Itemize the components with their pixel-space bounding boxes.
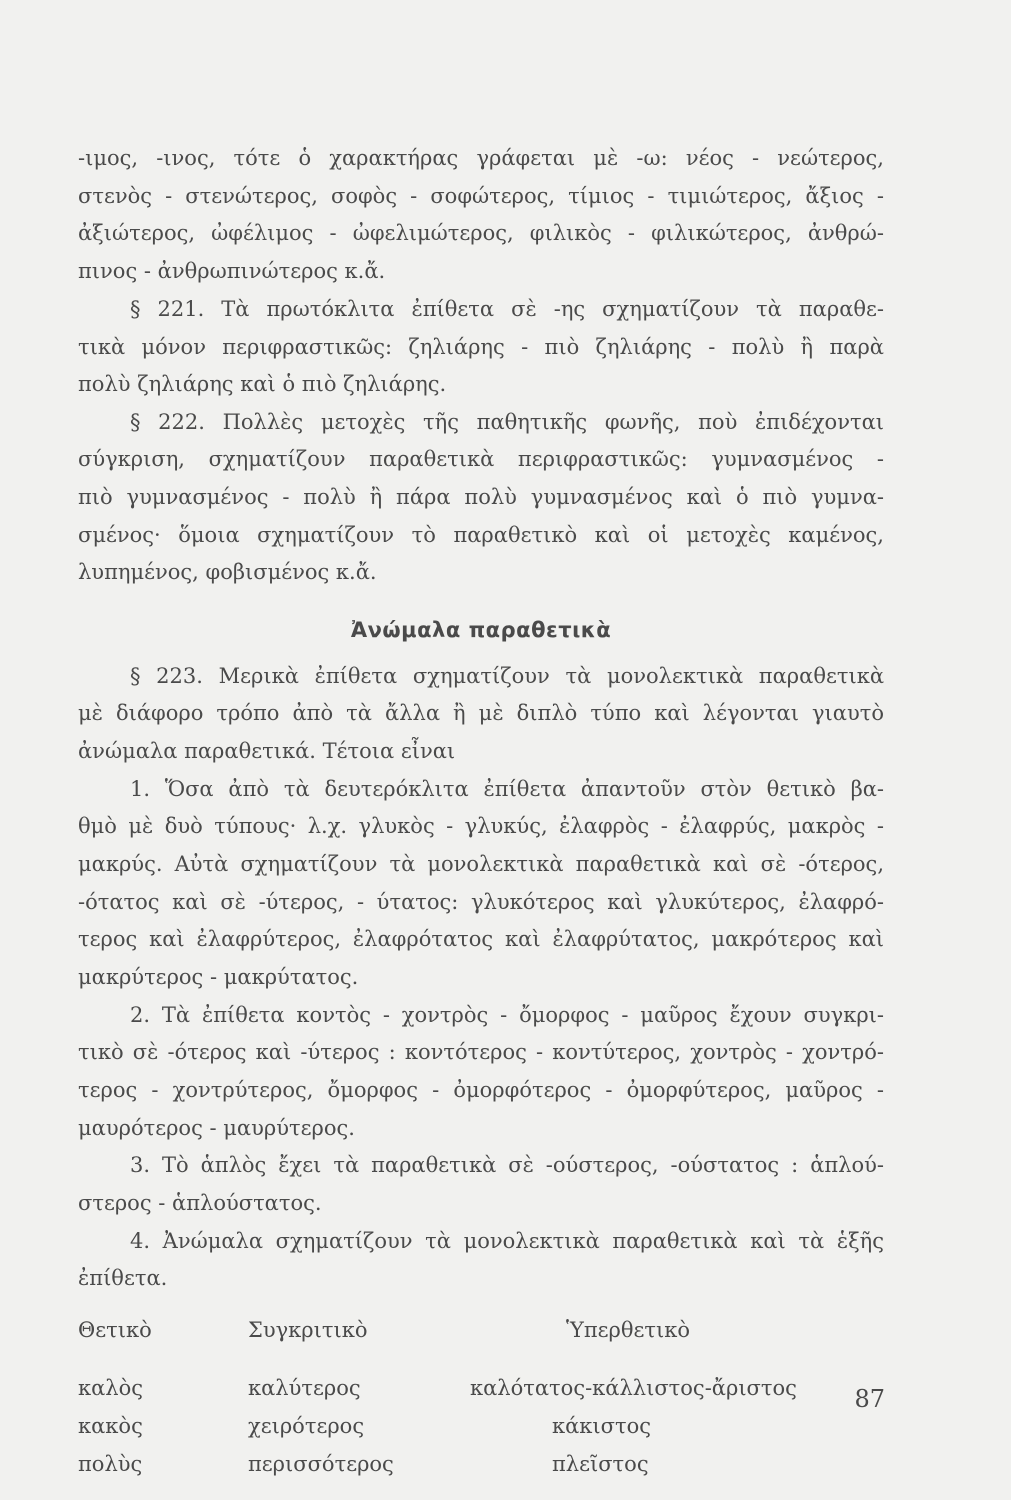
text-line: -ότατος καὶ σὲ -ύτερος, - ύτατος: γλυκότερος καὶ γλυκύτερος, ἐλαφρό-	[78, 890, 884, 914]
text-line: 1. Ὅσα ἀπὸ τὰ δευτερόκλιτα ἐπίθετα ἀπαντοῦν στὸν θετικὸ βα-	[130, 777, 884, 801]
text-line: τερος καὶ ἐλαφρύτερος, ἐλαφρότατος καὶ ἐλαφρύτατος, μακρότερος καὶ	[78, 927, 884, 951]
table-cell: κάκιστος	[552, 1414, 652, 1438]
text-line: μὲ διάφορο τρόπο ἀπὸ τὰ ἄλλα ἢ μὲ διπλὸ τύπο καὶ λέγονται γιαυτὸ	[78, 701, 884, 725]
text-line: μακρύς. Αὐτὰ σχηματίζουν τὰ μονολεκτικὰ παραθετικὰ καὶ σὲ -ότερος,	[78, 852, 884, 876]
text-line: 2. Τὰ ἐπίθετα κοντὸς - χοντρὸς - ὄμορφος - μαῦρος ἔχουν συγκρι-	[130, 1003, 884, 1027]
text-line: τικὸ σὲ -ότερος καὶ -ύτερος : κοντότερος - κοντύτερος, χοντρὸς - χοντρό-	[78, 1040, 884, 1064]
text-line: § 222. Πολλὲς μετοχὲς τῆς παθητικῆς φωνῆς, ποὺ ἐπιδέχονται	[130, 410, 884, 434]
table-header: Θετικὸ	[78, 1318, 152, 1342]
table-cell: καλύτερος	[248, 1376, 361, 1400]
table-cell: καλότατος-κάλλιστος-ἄριστος	[470, 1376, 797, 1400]
text-line: λυπημένος, φοβισμένος κ.ἄ.	[78, 560, 377, 584]
table-cell: πολὺς	[78, 1452, 143, 1476]
text-line: σμένος· ὅμοια σχηματίζουν τὸ παραθετικὸ καὶ οἱ μετοχὲς καμένος,	[78, 523, 884, 547]
text-line: σύγκριση, σχηματίζουν παραθετικὰ περιφραστικῶς: γυμνασμένος -	[78, 447, 884, 471]
text-line: τικὰ μόνον περιφραστικῶς: ζηλιάρης - πιὸ ζηλιάρης - πολὺ ἢ παρὰ	[78, 335, 884, 359]
table-cell: περισσότερος	[248, 1452, 394, 1476]
table-cell: κακὸς	[78, 1414, 143, 1438]
page-number: 87	[854, 1385, 885, 1413]
text-line: στενὸς - στενώτερος, σοφὸς - σοφώτερος, τίμιος - τιμιώτερος, ἄξιος -	[78, 184, 884, 208]
text-line: 4. Ἀνώμαλα σχηματίζουν τὰ μονολεκτικὰ παραθετικὰ καὶ τὰ ἑξῆς	[130, 1229, 884, 1253]
text-line: μακρύτερος - μακρύτατος.	[78, 965, 359, 989]
table-header: Συγκριτικὸ	[248, 1318, 368, 1342]
text-line: θμὸ μὲ δυὸ τύπους· λ.χ. γλυκὸς - γλυκύς, ἐλαφρὸς - ἐλαφρύς, μακρὸς -	[78, 814, 884, 838]
section-heading: Ἀνώμαλα παραθετικὰ	[350, 618, 612, 642]
table-cell: καλὸς	[78, 1376, 144, 1400]
text-line: πολὺ ζηλιάρης καὶ ὁ πιὸ ζηλιάρης.	[78, 372, 447, 396]
text-line: -ιμος, -ινος, τότε ὁ χαρακτήρας γράφεται μὲ -ω: νέος - νεώτερος,	[78, 146, 884, 170]
table-cell: πλεῖστος	[552, 1452, 649, 1476]
text-line: § 223. Μερικὰ ἐπίθετα σχηματίζουν τὰ μονολεκτικὰ παραθετικὰ	[130, 664, 884, 688]
text-line: § 221. Τὰ πρωτόκλιτα ἐπίθετα σὲ -ης σχηματίζουν τὰ παραθε-	[130, 297, 884, 321]
text-line: πινος - ἀνθρωπινώτερος κ.ἄ.	[78, 259, 386, 283]
table-cell: χειρότερος	[248, 1414, 365, 1438]
text-line: στερος - ἁπλούστατος.	[78, 1191, 322, 1215]
text-line: τερος - χοντρύτερος, ὄμορφος - ὀμορφότερος - ὀμορφύτερος, μαῦρος -	[78, 1078, 884, 1102]
text-line: ἐπίθετα.	[78, 1266, 168, 1290]
text-line: ἀξιώτερος, ὠφέλιμος - ὠφελιμώτερος, φιλικὸς - φιλικώτερος, ἀνθρώ-	[78, 221, 884, 245]
text-line: πιὸ γυμνασμένος - πολὺ ἢ πάρα πολὺ γυμνασμένος καὶ ὁ πιὸ γυμνα-	[78, 485, 884, 509]
table-header: Ὑπερθετικὸ	[566, 1318, 691, 1342]
text-line: μαυρότερος - μαυρύτερος.	[78, 1116, 355, 1140]
text-line: 3. Τὸ ἁπλὸς ἔχει τὰ παραθετικὰ σὲ -ούστερος, -ούστατος : ἁπλού-	[130, 1153, 884, 1177]
text-line: ἀνώμαλα παραθετικά. Τέτοια εἶναι	[78, 739, 456, 763]
